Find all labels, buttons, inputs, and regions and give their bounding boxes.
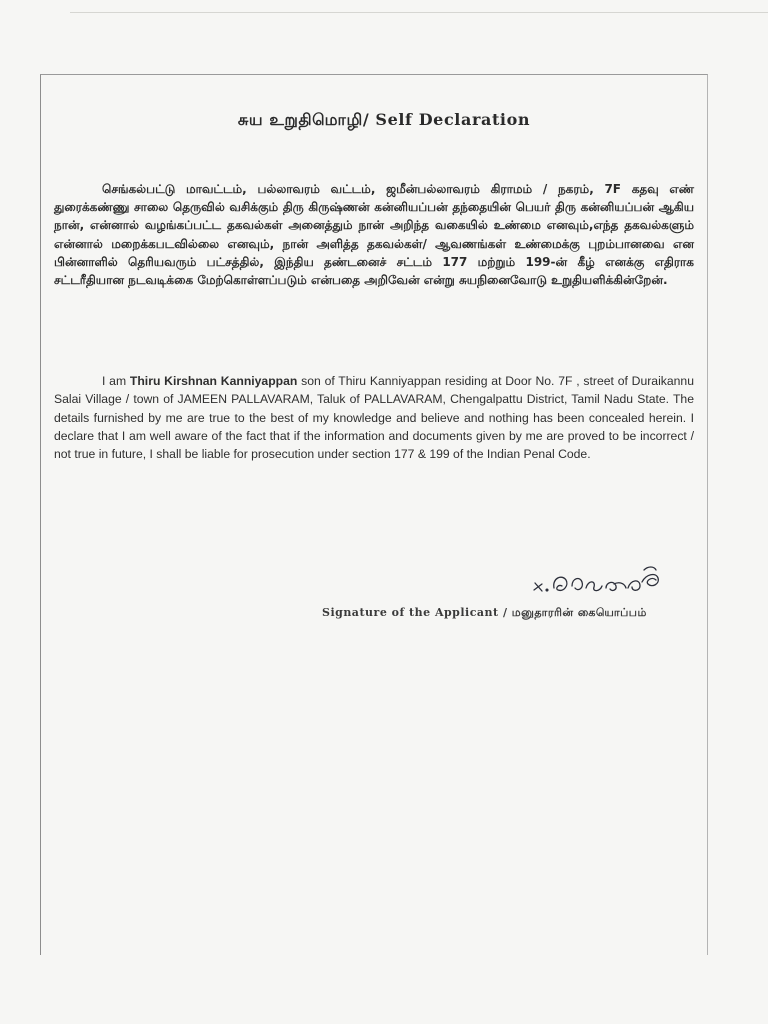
handwritten-signature bbox=[528, 560, 668, 606]
applicant-name: Thiru Kirshnan Kanniyappan bbox=[129, 374, 298, 388]
tamil-declaration-paragraph: செங்கல்பட்டு மாவட்டம், பல்லாவரம் வட்டம், ஜமீன்பல்லாவரம் கிராமம் / நகரம், 7F கதவு எண் துரைக்கண்ணு சாலை தெருவில் வசிக்கும் திரு கிருஷ்ணன் கன்னியப்பன் தந்தையின் பெயர் திரு கன்னியப்பன் ஆகிய நான், என்னால் வழங்கப்பட்ட தகவல்கள் அனைத்தும் நான் அறிந்த வகையில் உண்மை எனவும்,எந்த தகவல்களும் என்னால் மறைக்கபடவில்லை எனவும், நான் அளித்த தகவல்கள்/ ஆவணங்கள் உண்மைக்கு புறம்பானவை என பின்னாளில் தெரியவரும் பட்சத்தில், இந்திய தண்டனைச் சட்டம் 177 மற்றும் 199-ன் கீழ் எனக்கு எதிராக சட்டரீதியான நடவடிக்கை மேற்கொள்ளப்படும் என்பதை அறிவேன் என்று சுயநினைவோடு உறுதியளிக்கின்றேன். bbox=[54, 182, 694, 288]
english-declaration-paragraph bbox=[54, 372, 694, 463]
page-edge bbox=[70, 12, 768, 13]
paragraph-body: son of Thiru Kanniyappan residing at Door No. 7F , street of Duraikannu Salai Village / town of JAMEEN PALLAVARAM, Taluk of PALLAVARAM, Chengalpattu District, Tamil Nadu State. The details furnished by me are true to the best of my knowledge and believe and nothing has been concealed herein. I declare that I am well aware of the fact that if the information and documents given by me are proved to be incorrect / not true in future, I shall be liable for prosecution under section 177 & 199 of the Indian Penal Code. bbox=[54, 374, 694, 462]
document-title: சுய உறுதிமொழி/ Self Declaration bbox=[237, 110, 531, 129]
paragraph-prefix: I am bbox=[102, 374, 130, 388]
signature-caption: Signature of the Applicant / மனுதாரரின் கையொப்பம் bbox=[322, 606, 647, 619]
